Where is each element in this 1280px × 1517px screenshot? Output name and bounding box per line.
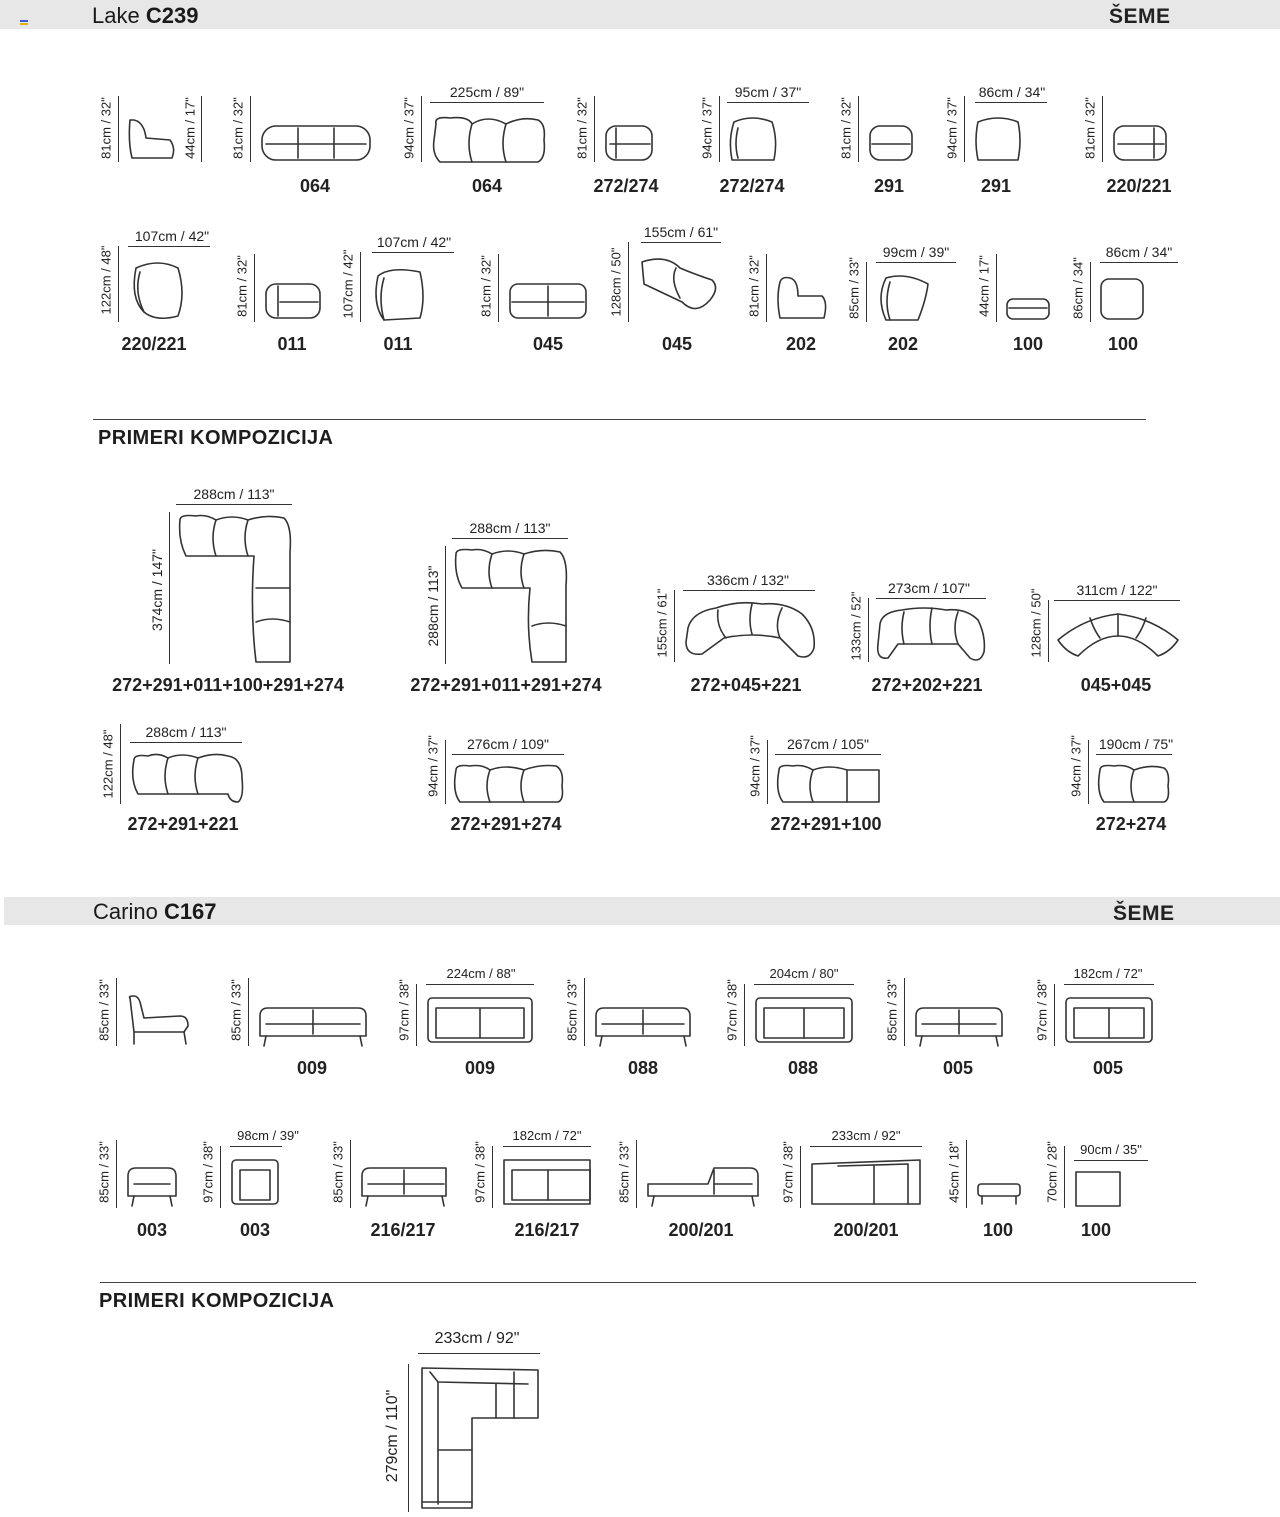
lake-el10-width: 107cm / 42" xyxy=(376,234,452,250)
carino-el12-height: 97cm / 38" xyxy=(780,1141,796,1203)
lake-el2-drawing xyxy=(430,114,548,166)
lake-comp7-height: 94cm / 37" xyxy=(747,735,763,797)
lake-comp6-drawing xyxy=(450,762,568,806)
lake-el7-code: 220/221 xyxy=(1106,176,1172,196)
lake-el12-drawing xyxy=(636,254,720,316)
lake-el14-drawing xyxy=(876,272,932,324)
carino-divider xyxy=(100,1282,1196,1283)
lake-comp6-code: 272+291+274 xyxy=(450,814,562,834)
carino-el8-code: 003 xyxy=(239,1220,271,1240)
carino-el1-height: 85cm / 33" xyxy=(228,979,244,1041)
lake-divider xyxy=(93,419,1146,420)
carino-el6-code: 005 xyxy=(1092,1058,1124,1078)
carino-el5-code: 005 xyxy=(942,1058,974,1078)
carino-el2-code: 009 xyxy=(464,1058,496,1078)
lake-el14-height: 85cm / 33" xyxy=(846,257,862,319)
carino-el12-drawing xyxy=(808,1156,924,1208)
lake-el9-drawing xyxy=(262,278,324,322)
lake-el2-width: 225cm / 89" xyxy=(449,84,525,100)
carino-el4-height: 97cm / 38" xyxy=(724,979,740,1041)
lake-compositions-heading: PRIMERI KOMPOZICIJA xyxy=(98,427,334,449)
carino-el9-drawing xyxy=(358,1162,452,1208)
lake-comp3-height: 133cm / 52" xyxy=(848,591,864,661)
lake-el8-width: 107cm / 42" xyxy=(134,228,210,244)
carino-el13-code: 100 xyxy=(982,1220,1014,1240)
carino-el8-height: 97cm / 38" xyxy=(200,1141,216,1203)
carino-el14-height: 70cm / 28" xyxy=(1044,1141,1060,1203)
lake-comp7-drawing xyxy=(773,762,885,806)
carino-title: Carino C167 xyxy=(93,899,217,924)
lake-el9-code: 011 xyxy=(277,334,307,354)
lake-el7-height: 81cm / 32" xyxy=(1082,97,1098,159)
lake-el3-drawing xyxy=(602,120,656,164)
lake-el14-width: 99cm / 39" xyxy=(882,244,950,260)
carino-el10-drawing xyxy=(500,1156,594,1208)
carino-el4-code: 088 xyxy=(787,1058,819,1078)
carino-comp0-height: 279cm / 110" xyxy=(384,1389,401,1483)
lake-el2-code: 064 xyxy=(471,176,503,196)
lake-el1-height: 81cm / 32" xyxy=(230,97,246,159)
lake-comp3-code: 272+202+221 xyxy=(871,675,983,695)
lake-comp0-code: 272+291+011+100+291+274 xyxy=(112,675,344,695)
carino-el12-width: 233cm / 92" xyxy=(831,1128,901,1143)
lake-el13-code: 202 xyxy=(785,334,817,354)
lake-el4-height: 94cm / 37" xyxy=(699,97,715,159)
lake-el7-drawing xyxy=(1110,120,1170,164)
lake-comp4-width: 311cm / 122" xyxy=(1076,582,1158,598)
carino-el9-code: 216/217 xyxy=(370,1220,436,1240)
lake-comp1-width: 288cm / 113" xyxy=(469,520,551,536)
lake-comp1-drawing xyxy=(452,546,572,666)
lake-el5-code: 291 xyxy=(873,176,905,196)
lake-el0-height2: 44cm / 17" xyxy=(182,97,198,159)
carino-el4-drawing xyxy=(752,994,856,1046)
lake-comp2-height: 155cm / 61" xyxy=(654,588,670,658)
lake-comp5-height: 122cm / 48" xyxy=(100,729,116,799)
carino-el11-code: 200/201 xyxy=(668,1220,734,1240)
lake-el0-drawing xyxy=(126,118,182,164)
lake-el11-height: 81cm / 32" xyxy=(478,255,494,317)
lake-comp1-height: 288cm / 113" xyxy=(425,565,441,647)
carino-el11-drawing xyxy=(644,1162,762,1208)
lake-comp7-code: 272+291+100 xyxy=(770,814,882,834)
carino-el14-width: 90cm / 35" xyxy=(1080,1142,1142,1157)
carino-el2-height: 97cm / 38" xyxy=(396,979,412,1041)
carino-el9-height: 85cm / 33" xyxy=(330,1141,346,1203)
lake-comp7-width: 267cm / 105" xyxy=(786,736,870,752)
lake-comp8-width: 190cm / 75" xyxy=(1098,736,1174,752)
lake-title: Lake C239 xyxy=(92,3,199,28)
lake-el12-code: 045 xyxy=(661,334,693,354)
lake-header-band xyxy=(0,0,1280,29)
carino-el14-code: 100 xyxy=(1080,1220,1112,1240)
lake-el1-code: 064 xyxy=(299,176,331,196)
lake-comp4-drawing xyxy=(1054,606,1182,662)
carino-el5-height: 85cm / 33" xyxy=(884,979,900,1041)
carino-el7-height: 85cm / 33" xyxy=(96,1141,112,1203)
lake-el8-drawing xyxy=(126,258,188,322)
lake-el15-height: 44cm / 17" xyxy=(976,255,992,317)
lake-comp5-width: 288cm / 113" xyxy=(145,724,227,740)
lake-el4-width: 95cm / 37" xyxy=(734,84,802,100)
lake-el11-code: 045 xyxy=(532,334,564,354)
lake-el16-width: 86cm / 34" xyxy=(1105,244,1173,260)
lake-el15-code: 100 xyxy=(1012,334,1044,354)
lake-el6-width: 86cm / 34" xyxy=(978,84,1046,100)
lake-el10-height: 107cm / 42" xyxy=(340,249,356,319)
carino-el0-drawing xyxy=(124,992,198,1048)
carino-header-band xyxy=(4,897,1280,925)
carino-el0-height: 85cm / 33" xyxy=(96,979,112,1041)
carino-el13-drawing xyxy=(974,1180,1024,1206)
lake-comp8-drawing xyxy=(1094,762,1174,806)
lake-el6-drawing xyxy=(972,114,1024,166)
lake-el12-width: 155cm / 61" xyxy=(643,224,719,240)
lake-el5-height: 81cm / 32" xyxy=(838,97,854,159)
lake-el11-drawing xyxy=(506,280,590,322)
lake-el2-height: 94cm / 37" xyxy=(401,97,417,159)
lake-el8-code: 220/221 xyxy=(121,334,187,354)
carino-el3-height: 85cm / 33" xyxy=(564,979,580,1041)
lake-comp8-code: 272+274 xyxy=(1095,814,1167,834)
carino-el2-drawing xyxy=(424,994,536,1046)
carino-el14-drawing xyxy=(1072,1168,1124,1210)
carino-el6-height: 97cm / 38" xyxy=(1034,979,1050,1041)
carino-el10-height: 97cm / 38" xyxy=(472,1141,488,1203)
lake-comp5-code: 272+291+221 xyxy=(127,814,239,834)
lake-el9-height: 81cm / 32" xyxy=(234,255,250,317)
carino-el11-height: 85cm / 33" xyxy=(616,1141,632,1203)
lake-comp2-code: 272+045+221 xyxy=(690,675,802,695)
lake-comp2-width: 336cm / 132" xyxy=(706,572,790,588)
brand-mark-icon xyxy=(20,20,28,25)
carino-el7-drawing xyxy=(124,1162,180,1208)
carino-el3-drawing xyxy=(592,1002,694,1048)
carino-el6-width: 182cm / 72" xyxy=(1073,966,1143,981)
lake-el8-height: 122cm / 48" xyxy=(98,245,114,315)
lake-comp3-width: 273cm / 107" xyxy=(887,580,971,596)
lake-comp0-height: 374cm / 147" xyxy=(149,548,165,632)
lake-comp0-drawing xyxy=(176,512,296,666)
carino-el4-width: 204cm / 80" xyxy=(769,966,839,981)
lake-comp1-code: 272+291+011+291+274 xyxy=(410,675,602,695)
lake-comp4-height: 128cm / 50" xyxy=(1028,588,1044,658)
carino-el8-drawing xyxy=(228,1156,282,1208)
lake-el0-height: 81cm / 32" xyxy=(98,97,114,159)
lake-comp6-width: 276cm / 109" xyxy=(466,736,550,752)
carino-el13-height: 45cm / 18" xyxy=(946,1141,962,1203)
lake-comp2-drawing xyxy=(682,598,818,662)
carino-el3-code: 088 xyxy=(627,1058,659,1078)
lake-el1-drawing xyxy=(258,120,374,164)
carino-comp0-drawing xyxy=(418,1364,542,1514)
lake-seme-label: ŠEME xyxy=(1109,5,1171,28)
carino-el10-code: 216/217 xyxy=(514,1220,580,1240)
lake-comp6-height: 94cm / 37" xyxy=(425,735,441,797)
lake-el12-height: 128cm / 50" xyxy=(608,247,624,317)
lake-el16-height: 86cm / 34" xyxy=(1070,257,1086,319)
lake-el16-code: 100 xyxy=(1107,334,1139,354)
carino-el8-width: 98cm / 39" xyxy=(237,1128,299,1143)
lake-comp0-width: 288cm / 113" xyxy=(193,486,275,502)
lake-el4-drawing xyxy=(726,114,780,166)
carino-comp0-width: 233cm / 92" xyxy=(434,1330,520,1347)
carino-el7-code: 003 xyxy=(136,1220,168,1240)
lake-comp3-drawing xyxy=(874,604,988,664)
lake-el13-drawing xyxy=(774,274,830,322)
lake-el10-code: 011 xyxy=(383,334,413,354)
lake-el5-drawing xyxy=(866,120,916,164)
lake-el6-height: 94cm / 37" xyxy=(944,97,960,159)
lake-el4-code: 272/274 xyxy=(719,176,785,196)
lake-comp5-drawing xyxy=(128,750,246,806)
lake-el6-code: 291 xyxy=(980,176,1012,196)
lake-el14-code: 202 xyxy=(887,334,919,354)
carino-el1-code: 009 xyxy=(296,1058,328,1078)
carino-el6-drawing xyxy=(1062,994,1156,1046)
lake-el16-drawing xyxy=(1098,276,1146,322)
lake-el10-drawing xyxy=(370,264,430,324)
lake-el3-height: 81cm / 32" xyxy=(574,97,590,159)
lake-comp8-height: 94cm / 37" xyxy=(1068,735,1084,797)
carino-el2-width: 224cm / 88" xyxy=(446,966,516,981)
carino-el10-width: 182cm / 72" xyxy=(512,1128,582,1143)
carino-compositions-heading: PRIMERI KOMPOZICIJA xyxy=(99,1290,335,1312)
carino-el5-drawing xyxy=(912,1002,1006,1048)
carino-seme-label: ŠEME xyxy=(1113,902,1175,925)
lake-el13-height: 81cm / 32" xyxy=(746,255,762,317)
lake-comp4-code: 045+045 xyxy=(1080,675,1152,695)
lake-el15-drawing xyxy=(1004,296,1052,322)
carino-el12-code: 200/201 xyxy=(833,1220,899,1240)
lake-el3-code: 272/274 xyxy=(593,176,659,196)
carino-el1-drawing xyxy=(256,1002,370,1048)
